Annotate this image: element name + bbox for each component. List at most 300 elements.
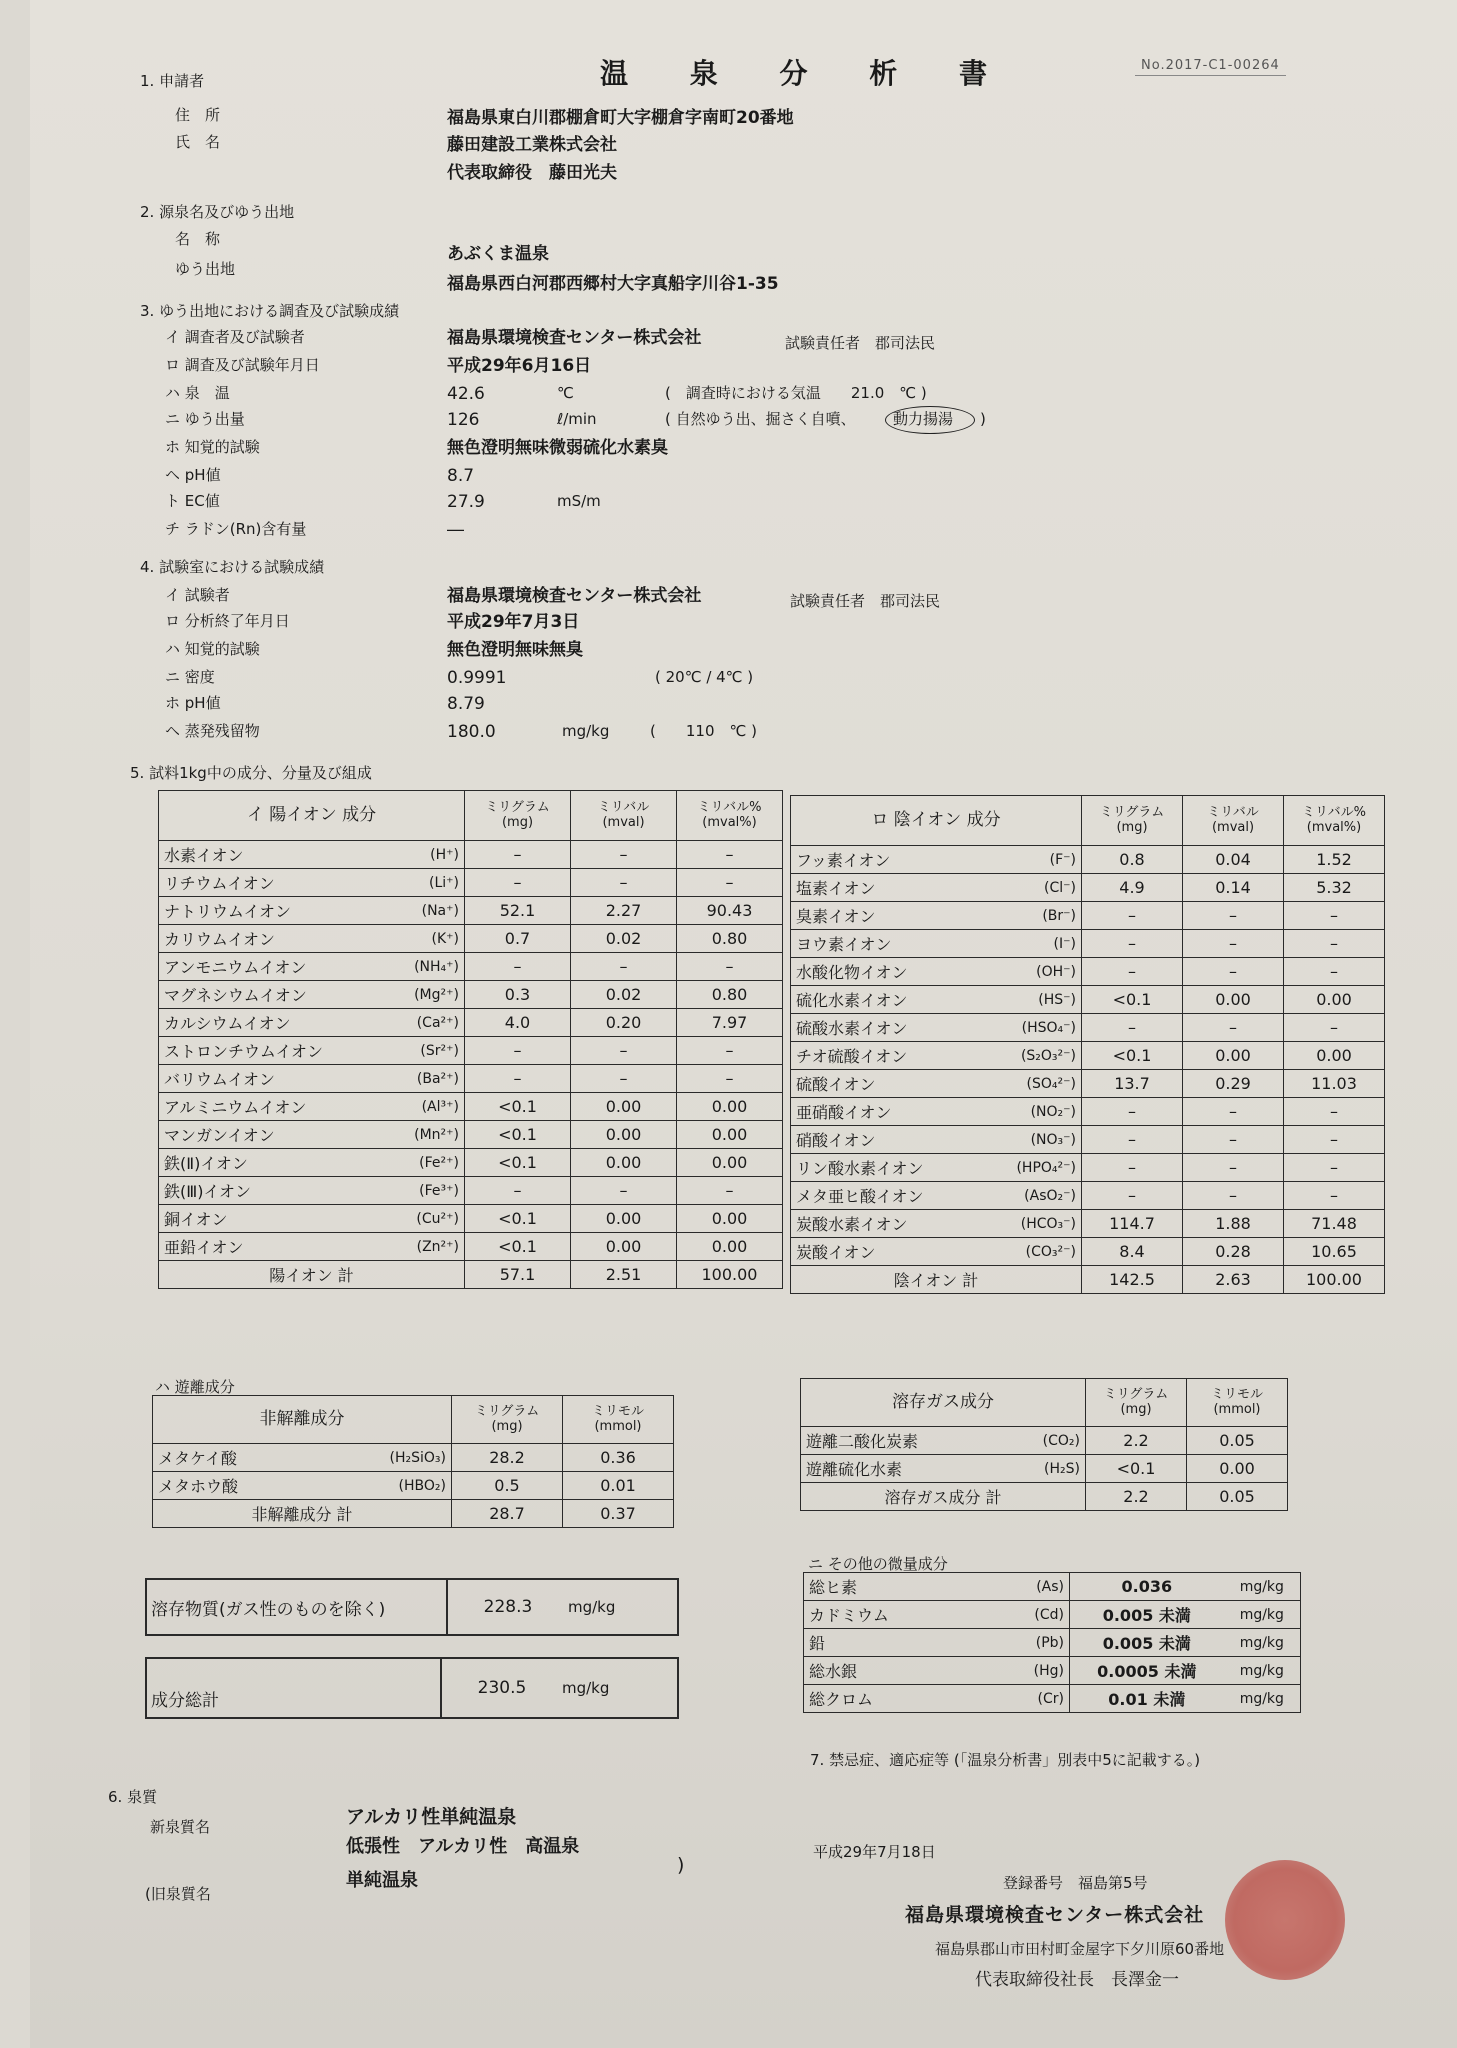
trace-value: 0.036 — [1070, 1573, 1224, 1601]
anion-mval: – — [1183, 902, 1284, 930]
cation-name: バリウムイオン — [159, 1065, 390, 1093]
trace-row — [804, 1629, 1301, 1657]
anion-mg: – — [1082, 1014, 1183, 1042]
anion-row — [791, 1210, 1385, 1238]
trace-formula: (Cr) — [1004, 1685, 1070, 1713]
s3-row-value: 無色澄明無味微弱硫化水素臭 — [447, 438, 668, 458]
cation-mg: – — [465, 953, 571, 981]
cation-title: イ 陽イオン 成分 — [159, 791, 465, 841]
anion-mval: – — [1183, 958, 1284, 986]
s3-row-label: ヘ pH値 — [165, 466, 221, 484]
anion-mval: 0.00 — [1183, 1042, 1284, 1070]
s3-row-value: ― — [447, 520, 464, 540]
s3-row-paren: ( 調査時における気温 21.0 ℃ ) — [665, 384, 927, 402]
anion-row — [791, 1042, 1385, 1070]
document-number: No.2017-C1-00264 — [1135, 58, 1286, 76]
s4-row-label: イ 試験者 — [165, 586, 230, 604]
s3-row-value: 平成29年6月16日 — [447, 356, 592, 376]
spring-name: あぶくま温泉 — [447, 244, 549, 264]
cation-mg: <0.1 — [465, 1121, 571, 1149]
circle-mark-icon — [885, 406, 975, 434]
s1-heading: 1. 申請者 — [140, 72, 205, 90]
s6-old-label: (旧泉質名 — [145, 1885, 211, 1903]
cation-row — [159, 1205, 783, 1233]
s5-heading: 5. 試料1kg中の成分、分量及び組成 — [130, 764, 372, 782]
free-mg: 0.5 — [452, 1472, 563, 1500]
cation-mg: – — [465, 1065, 571, 1093]
gas-formula: (H₂S) — [1005, 1455, 1085, 1483]
cation-formula: (Fe³⁺) — [389, 1177, 464, 1205]
s1-rep: 代表取締役 藤田光夫 — [447, 163, 617, 183]
cation-row — [159, 1093, 783, 1121]
cation-mval: – — [571, 841, 677, 869]
trace-unit: mg/kg — [1224, 1629, 1301, 1657]
issuer-company: 福島県環境検査センター株式会社 — [905, 1904, 1205, 1926]
s4-row-label: ニ 密度 — [165, 668, 215, 686]
anion-name: メタ亜ヒ酸イオン — [791, 1182, 984, 1210]
free-table — [152, 1395, 674, 1528]
anion-name: 臭素イオン — [791, 902, 984, 930]
anion-formula: (OH⁻) — [984, 958, 1082, 986]
anion-pct: 11.03 — [1284, 1070, 1385, 1098]
cation-formula: (Cu²⁺) — [389, 1205, 464, 1233]
s3-row-label: チ ラドン(Rn)含有量 — [165, 520, 307, 538]
cation-pct: – — [677, 1065, 783, 1093]
anion-mg: – — [1082, 958, 1183, 986]
cation-mval: – — [571, 953, 677, 981]
gas-mmol: 0.00 — [1187, 1455, 1288, 1483]
cation-pct: 0.80 — [677, 925, 783, 953]
total-box — [145, 1657, 679, 1719]
cation-h-mg: ミリグラム (mg) — [465, 791, 571, 841]
anion-mg: <0.1 — [1082, 986, 1183, 1014]
cation-mval: 0.00 — [571, 1149, 677, 1177]
anion-mg: – — [1082, 1126, 1183, 1154]
cation-mg: <0.1 — [465, 1233, 571, 1261]
cation-row — [159, 1121, 783, 1149]
anion-pct: – — [1284, 1126, 1385, 1154]
cation-mg: – — [465, 1037, 571, 1065]
cation-row — [159, 1009, 783, 1037]
anion-mg: 4.9 — [1082, 874, 1183, 902]
anion-formula: (S₂O₃²⁻) — [984, 1042, 1082, 1070]
cation-formula: (Ca²⁺) — [389, 1009, 464, 1037]
s4-row-label: ハ 知覚的試験 — [165, 640, 260, 658]
issue-date: 平成29年7月18日 — [813, 1843, 936, 1861]
anion-row — [791, 846, 1385, 874]
trace-value: 0.005 未満 — [1070, 1629, 1224, 1657]
issuer-rep: 代表取締役社長 長澤金一 — [975, 1970, 1179, 1990]
trace-name: 総ヒ素 — [804, 1573, 1005, 1601]
anion-pct: 10.65 — [1284, 1238, 1385, 1266]
cation-pct: – — [677, 841, 783, 869]
s3-row-label: ロ 調査及び試験年月日 — [165, 356, 320, 374]
free-mg: 28.2 — [452, 1444, 563, 1472]
anion-pct: 1.52 — [1284, 846, 1385, 874]
cation-mg: <0.1 — [465, 1093, 571, 1121]
anion-title: ロ 陰イオン 成分 — [791, 796, 1082, 846]
cation-table — [158, 790, 783, 1289]
dissolved-unit: mg/kg — [568, 1598, 616, 1616]
anion-pct: – — [1284, 958, 1385, 986]
cation-pct: – — [677, 953, 783, 981]
cation-name: 鉄(Ⅱ)イオン — [159, 1149, 390, 1177]
anion-name: 硫酸イオン — [791, 1070, 984, 1098]
trace-unit: mg/kg — [1224, 1657, 1301, 1685]
cation-mval: – — [571, 869, 677, 897]
registration-number: 登録番号 福島第5号 — [1003, 1874, 1148, 1892]
trace-value: 0.005 未満 — [1070, 1601, 1224, 1629]
s2-loc-label: ゆう出地 — [175, 260, 236, 278]
anion-mval: 0.14 — [1183, 874, 1284, 902]
cation-mval: 0.00 — [571, 1205, 677, 1233]
anion-formula: (HPO₄²⁻) — [984, 1154, 1082, 1182]
free-mmol: 0.01 — [563, 1472, 674, 1500]
anion-mg: 0.8 — [1082, 846, 1183, 874]
cation-formula: (Ba²⁺) — [389, 1065, 464, 1093]
free-h-mmol: ミリモル (mmol) — [563, 1396, 674, 1444]
trace-heading: ニ その他の微量成分 — [808, 1555, 948, 1573]
anion-h-mg: ミリグラム (mg) — [1082, 796, 1183, 846]
s4-row-label: ヘ 蒸発残留物 — [165, 722, 260, 740]
anion-row — [791, 1126, 1385, 1154]
trace-row — [804, 1657, 1301, 1685]
gas-mg: 2.2 — [1086, 1427, 1187, 1455]
s3-row-value: 42.6 — [447, 384, 485, 404]
trace-row — [804, 1573, 1301, 1601]
anion-mg: 8.4 — [1082, 1238, 1183, 1266]
s3-row-label: ト EC値 — [165, 492, 220, 510]
cation-name: 水素イオン — [159, 841, 390, 869]
s4-row-value: 福島県環境検査センター株式会社 — [447, 586, 702, 606]
cation-formula: (NH₄⁺) — [389, 953, 464, 981]
anion-mval: 1.88 — [1183, 1210, 1284, 1238]
anion-name: 硫酸水素イオン — [791, 1014, 984, 1042]
cation-formula: (Sr²⁺) — [389, 1037, 464, 1065]
anion-mval: 0.29 — [1183, 1070, 1284, 1098]
anion-mval: – — [1183, 1126, 1284, 1154]
cation-name: ナトリウムイオン — [159, 897, 390, 925]
cation-pct: 7.97 — [677, 1009, 783, 1037]
cation-name: アンモニウムイオン — [159, 953, 390, 981]
anion-row — [791, 1070, 1385, 1098]
trace-name: 鉛 — [804, 1629, 1005, 1657]
s4-row-value: 180.0 — [447, 722, 496, 742]
anion-mval: – — [1183, 1154, 1284, 1182]
s6-close-paren: ) — [677, 1854, 685, 1876]
cation-pct: – — [677, 1037, 783, 1065]
cation-row — [159, 1233, 783, 1261]
trace-name: 総水銀 — [804, 1657, 1005, 1685]
anion-formula: (I⁻) — [984, 930, 1082, 958]
cation-row — [159, 897, 783, 925]
gas-mg: <0.1 — [1086, 1455, 1187, 1483]
cation-mval: 0.00 — [571, 1093, 677, 1121]
s3-row-value: 福島県環境検査センター株式会社 — [447, 328, 702, 348]
anion-pct: – — [1284, 1098, 1385, 1126]
total-unit: mg/kg — [562, 1679, 610, 1697]
anion-mval: 0.04 — [1183, 846, 1284, 874]
free-heading: ハ 遊離成分 — [155, 1378, 235, 1396]
free-row — [153, 1472, 674, 1500]
s4-row-paren: ( 110 ℃ ) — [650, 722, 757, 740]
s2-name-label: 名 称 — [175, 230, 221, 248]
s6-new-label: 新泉質名 — [150, 1818, 211, 1836]
anion-mg: – — [1082, 1098, 1183, 1126]
cation-pct: 0.00 — [677, 1233, 783, 1261]
cation-mval: 2.27 — [571, 897, 677, 925]
cation-mg: – — [465, 841, 571, 869]
anion-h-mval: ミリバル (mval) — [1183, 796, 1284, 846]
s2-heading: 2. 源泉名及びゆう出地 — [140, 203, 295, 221]
cation-name: 銅イオン — [159, 1205, 390, 1233]
cation-pct: – — [677, 1177, 783, 1205]
s4-heading: 4. 試験室における試験成績 — [140, 558, 325, 576]
anion-formula: (HCO₃⁻) — [984, 1210, 1082, 1238]
cation-mg: 52.1 — [465, 897, 571, 925]
cation-row — [159, 953, 783, 981]
trace-row — [804, 1601, 1301, 1629]
s3-row-label: イ 調査者及び試験者 — [165, 328, 305, 346]
cation-row — [159, 1149, 783, 1177]
anion-mg: – — [1082, 930, 1183, 958]
anion-formula: (SO₄²⁻) — [984, 1070, 1082, 1098]
free-mmol: 0.36 — [563, 1444, 674, 1472]
trace-formula: (As) — [1004, 1573, 1070, 1601]
gas-title: 溶存ガス成分 — [801, 1379, 1086, 1427]
gas-total-mmol: 0.05 — [1187, 1483, 1288, 1511]
anion-mg: – — [1082, 1182, 1183, 1210]
cation-mval: 0.02 — [571, 925, 677, 953]
dissolved-value: 228.3 — [483, 1597, 533, 1617]
cation-mval: 0.00 — [571, 1121, 677, 1149]
s4-row-value: 8.79 — [447, 694, 485, 714]
s4-row-value: 平成29年7月3日 — [447, 612, 580, 632]
anion-formula: (F⁻) — [984, 846, 1082, 874]
s6-heading: 6. 泉質 — [108, 1788, 158, 1806]
s1-addr-label: 住 所 — [175, 106, 221, 124]
anion-row — [791, 1182, 1385, 1210]
s3-row-paren: ( 自然ゆう出、掘さく自噴、 — [665, 410, 856, 428]
free-total-mmol: 0.37 — [563, 1500, 674, 1528]
trace-table — [803, 1572, 1301, 1713]
trace-name: 総クロム — [804, 1685, 1005, 1713]
anion-row — [791, 1098, 1385, 1126]
anion-row — [791, 930, 1385, 958]
anion-mg: – — [1082, 902, 1183, 930]
anion-mval: – — [1183, 1182, 1284, 1210]
trace-unit: mg/kg — [1224, 1601, 1301, 1629]
cation-formula: (Al³⁺) — [389, 1093, 464, 1121]
free-row — [153, 1444, 674, 1472]
anion-total-mval: 2.63 — [1183, 1266, 1284, 1294]
cation-h-pct: ミリバル% (mval%) — [677, 791, 783, 841]
cation-name: 亜鉛イオン — [159, 1233, 390, 1261]
trace-formula: (Cd) — [1004, 1601, 1070, 1629]
anion-name: 硝酸イオン — [791, 1126, 984, 1154]
anion-formula: (Cl⁻) — [984, 874, 1082, 902]
gas-table — [800, 1378, 1288, 1511]
free-total-mg: 28.7 — [452, 1500, 563, 1528]
anion-total-row — [791, 1266, 1385, 1294]
s6-old: 単純温泉 — [346, 1870, 418, 1891]
s3-row-circled: 動力揚湯 — [893, 410, 954, 428]
gas-total-mg: 2.2 — [1086, 1483, 1187, 1511]
s3-row-label: ホ 知覚的試験 — [165, 438, 260, 456]
cation-row — [159, 1065, 783, 1093]
s3-row-value: 8.7 — [447, 466, 475, 486]
free-name: メタケイ酸 — [153, 1444, 325, 1472]
anion-total-label: 陰イオン 計 — [791, 1266, 1082, 1294]
anion-name: 塩素イオン — [791, 874, 984, 902]
trace-unit: mg/kg — [1224, 1573, 1301, 1601]
gas-mmol: 0.05 — [1187, 1427, 1288, 1455]
cation-mval: 0.20 — [571, 1009, 677, 1037]
anion-pct: 0.00 — [1284, 986, 1385, 1014]
cation-mg: 4.0 — [465, 1009, 571, 1037]
anion-formula: (HSO₄⁻) — [984, 1014, 1082, 1042]
anion-mg: – — [1082, 1154, 1183, 1182]
total-label: 成分総計 — [147, 1659, 442, 1717]
anion-name: 水酸化物イオン — [791, 958, 984, 986]
s3-row-unit: ℃ — [557, 384, 574, 402]
dissolved-box — [145, 1578, 679, 1636]
cation-mg: 0.3 — [465, 981, 571, 1009]
anion-formula: (NO₃⁻) — [984, 1126, 1082, 1154]
s4-row-label: ホ pH値 — [165, 694, 221, 712]
cation-total-mg: 57.1 — [465, 1261, 571, 1289]
anion-formula: (AsO₂⁻) — [984, 1182, 1082, 1210]
cation-mval: – — [571, 1065, 677, 1093]
anion-row — [791, 986, 1385, 1014]
cation-pct: 90.43 — [677, 897, 783, 925]
gas-total-row — [801, 1483, 1288, 1511]
cation-row — [159, 1177, 783, 1205]
anion-formula: (CO₃²⁻) — [984, 1238, 1082, 1266]
anion-pct: – — [1284, 930, 1385, 958]
cation-mg: – — [465, 1177, 571, 1205]
anion-row — [791, 1014, 1385, 1042]
company-seal-stamp — [1225, 1860, 1345, 1980]
gas-row — [801, 1427, 1288, 1455]
anion-mval: – — [1183, 1098, 1284, 1126]
cation-formula: (Mn²⁺) — [389, 1121, 464, 1149]
anion-formula: (HS⁻) — [984, 986, 1082, 1014]
s3-row-extra: 試験責任者 郡司法民 — [785, 334, 936, 352]
trace-row — [804, 1685, 1301, 1713]
dissolved-label: 溶存物質(ガス性のものを除く) — [147, 1580, 448, 1634]
s4-row-value: 0.9991 — [447, 668, 507, 688]
cation-mval: 0.00 — [571, 1233, 677, 1261]
cation-total-mval: 2.51 — [571, 1261, 677, 1289]
cation-row — [159, 925, 783, 953]
cation-mg: <0.1 — [465, 1149, 571, 1177]
cation-row — [159, 1037, 783, 1065]
s6-new1: アルカリ性単純温泉 — [346, 1806, 517, 1828]
anion-mval: – — [1183, 930, 1284, 958]
cation-formula: (Na⁺) — [389, 897, 464, 925]
s3-heading: 3. ゆう出地における調査及び試験成績 — [140, 302, 400, 320]
s3-row-paren-end: ) — [980, 410, 986, 428]
trace-value: 0.01 未満 — [1070, 1685, 1224, 1713]
cation-name: ストロンチウムイオン — [159, 1037, 390, 1065]
anion-row — [791, 874, 1385, 902]
free-h-mg: ミリグラム (mg) — [452, 1396, 563, 1444]
anion-mg: 114.7 — [1082, 1210, 1183, 1238]
anion-mval: 0.28 — [1183, 1238, 1284, 1266]
cation-row — [159, 841, 783, 869]
anion-formula: (NO₂⁻) — [984, 1098, 1082, 1126]
cation-formula: (Fe²⁺) — [389, 1149, 464, 1177]
anion-name: フッ素イオン — [791, 846, 984, 874]
document-title: 温 泉 分 析 書 — [600, 57, 1013, 90]
anion-total-pct: 100.00 — [1284, 1266, 1385, 1294]
anion-pct: – — [1284, 902, 1385, 930]
s3-row-value: 126 — [447, 410, 480, 430]
anion-mg: <0.1 — [1082, 1042, 1183, 1070]
s4-row-unit: mg/kg — [562, 722, 610, 740]
cation-pct: 0.00 — [677, 1205, 783, 1233]
cation-mval: 0.02 — [571, 981, 677, 1009]
cation-formula: (Li⁺) — [389, 869, 464, 897]
cation-mg: – — [465, 869, 571, 897]
gas-h-mmol: ミリモル (mmol) — [1187, 1379, 1288, 1427]
cation-name: リチウムイオン — [159, 869, 390, 897]
gas-row — [801, 1455, 1288, 1483]
s3-row-unit: mS/m — [557, 492, 601, 510]
anion-row — [791, 902, 1385, 930]
trace-value: 0.0005 未満 — [1070, 1657, 1224, 1685]
free-title: 非解離成分 — [153, 1396, 452, 1444]
anion-mg: 13.7 — [1082, 1070, 1183, 1098]
anion-name: 亜硝酸イオン — [791, 1098, 984, 1126]
anion-name: 炭酸イオン — [791, 1238, 984, 1266]
cation-mval: – — [571, 1177, 677, 1205]
s1-name-label: 氏 名 — [175, 133, 221, 151]
cation-pct: 0.80 — [677, 981, 783, 1009]
cation-name: カルシウムイオン — [159, 1009, 390, 1037]
trace-unit: mg/kg — [1224, 1685, 1301, 1713]
s3-row-label: ニ ゆう出量 — [165, 410, 245, 428]
anion-pct: – — [1284, 1182, 1385, 1210]
s4-row-extra: 試験責任者 郡司法民 — [790, 592, 941, 610]
s3-row-value: 27.9 — [447, 492, 485, 512]
cation-mg: <0.1 — [465, 1205, 571, 1233]
anion-mval: 0.00 — [1183, 986, 1284, 1014]
anion-table — [790, 795, 1385, 1294]
cation-mg: 0.7 — [465, 925, 571, 953]
cation-pct: 0.00 — [677, 1093, 783, 1121]
cation-row — [159, 869, 783, 897]
gas-h-mg: ミリグラム (mg) — [1086, 1379, 1187, 1427]
cation-name: アルミニウムイオン — [159, 1093, 390, 1121]
free-formula: (HBO₂) — [324, 1472, 451, 1500]
s4-row-label: ロ 分析終了年月日 — [165, 612, 290, 630]
cation-row — [159, 981, 783, 1009]
trace-formula: (Pb) — [1004, 1629, 1070, 1657]
cation-total-pct: 100.00 — [677, 1261, 783, 1289]
anion-row — [791, 958, 1385, 986]
s6-new2: 低張性 アルカリ性 高温泉 — [346, 1836, 580, 1857]
trace-formula: (Hg) — [1004, 1657, 1070, 1685]
anion-pct: 0.00 — [1284, 1042, 1385, 1070]
anion-name: リン酸水素イオン — [791, 1154, 984, 1182]
cation-formula: (Mg²⁺) — [389, 981, 464, 1009]
anion-pct: 71.48 — [1284, 1210, 1385, 1238]
spring-location: 福島県西白河郡西郷村大字真船字川谷1-35 — [447, 274, 779, 294]
s4-row-paren: ( 20℃ / 4℃ ) — [655, 668, 754, 686]
anion-formula: (Br⁻) — [984, 902, 1082, 930]
